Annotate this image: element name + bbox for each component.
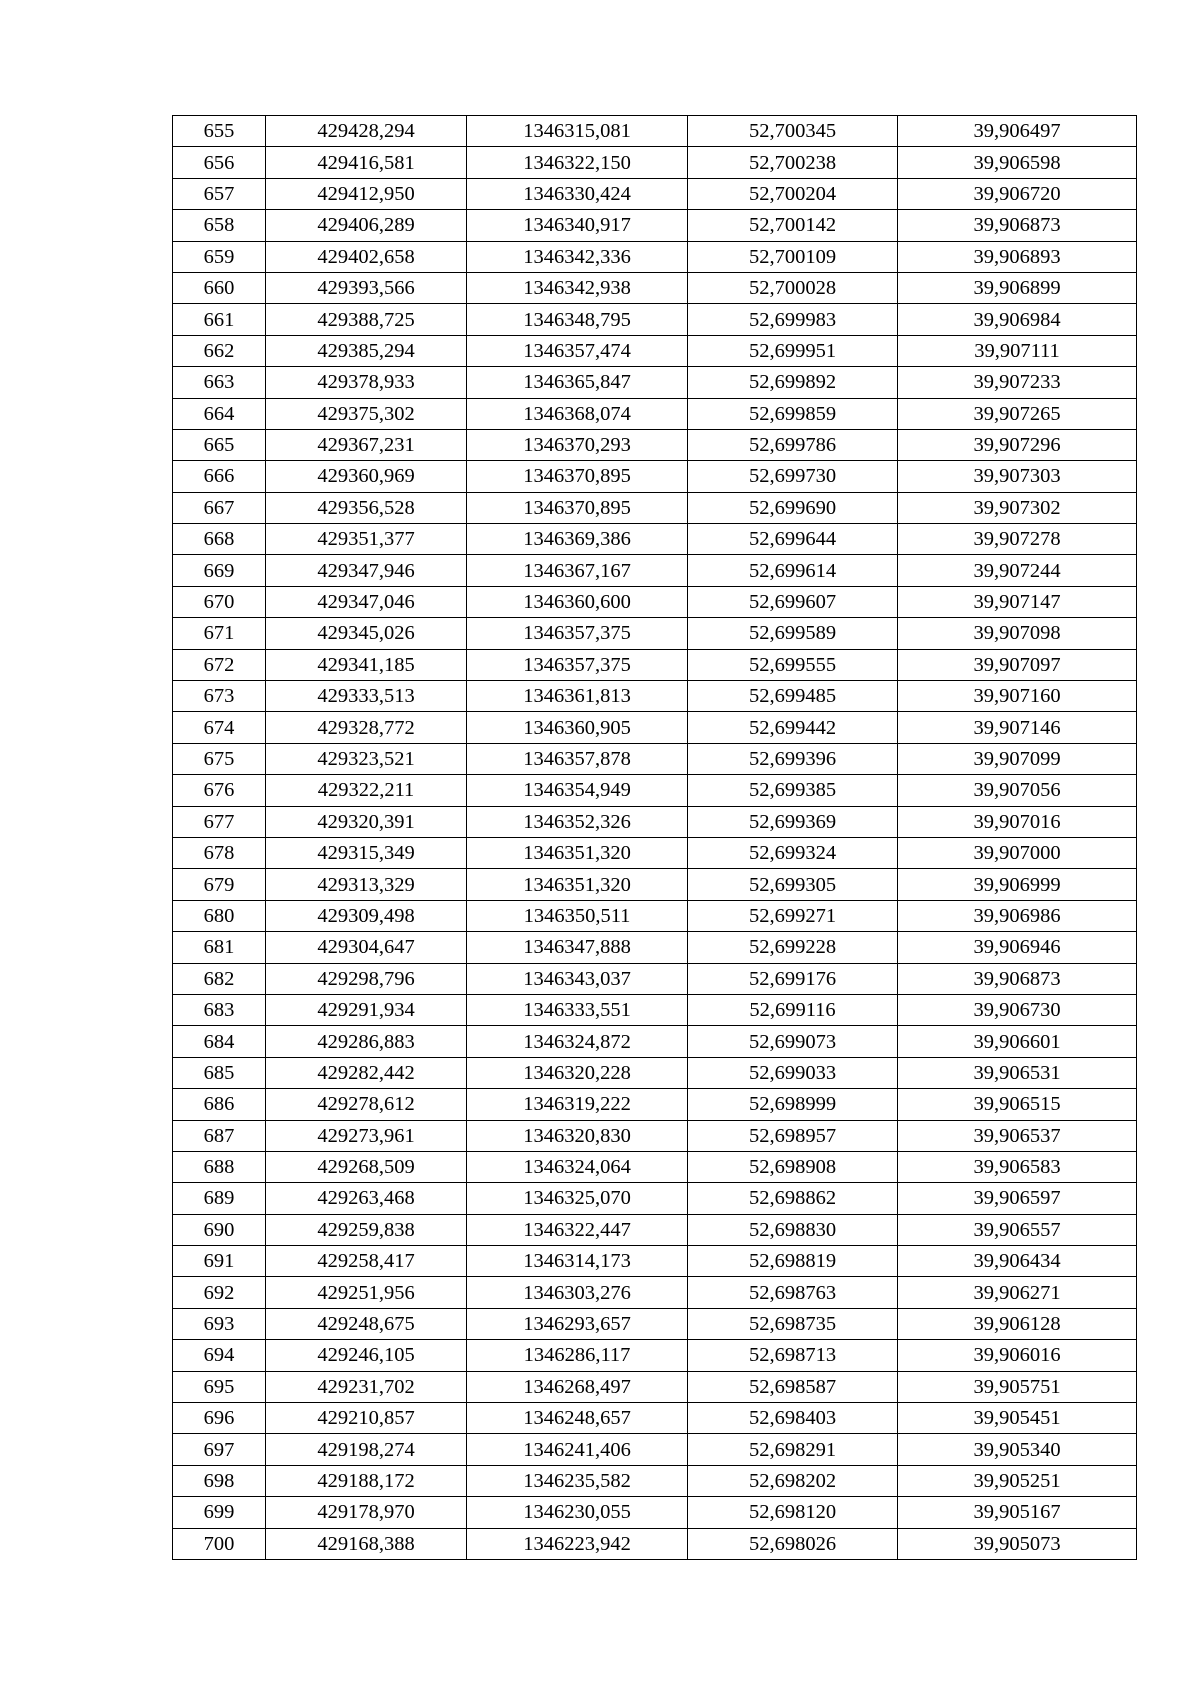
latitude-cell: 52,700142 xyxy=(688,210,898,241)
longitude-cell: 39,906999 xyxy=(898,869,1137,900)
latitude-cell: 52,698120 xyxy=(688,1497,898,1528)
table-row xyxy=(173,555,1137,586)
longitude-cell: 39,906899 xyxy=(898,272,1137,303)
table-row xyxy=(173,1183,1137,1214)
y-coordinate-cell: 1346357,878 xyxy=(467,743,688,774)
table-row xyxy=(173,1371,1137,1402)
point-number-cell: 691 xyxy=(173,1246,266,1277)
x-coordinate-cell: 429356,528 xyxy=(266,492,467,523)
point-number-cell: 689 xyxy=(173,1183,266,1214)
longitude-cell: 39,906531 xyxy=(898,1057,1137,1088)
x-coordinate-cell: 429328,772 xyxy=(266,712,467,743)
point-number-cell: 663 xyxy=(173,367,266,398)
table-row xyxy=(173,210,1137,241)
longitude-cell: 39,906515 xyxy=(898,1089,1137,1120)
y-coordinate-cell: 1346348,795 xyxy=(467,304,688,335)
point-number-cell: 675 xyxy=(173,743,266,774)
x-coordinate-cell: 429351,377 xyxy=(266,524,467,555)
point-number-cell: 672 xyxy=(173,649,266,680)
latitude-cell: 52,699859 xyxy=(688,398,898,429)
point-number-cell: 677 xyxy=(173,806,266,837)
point-number-cell: 670 xyxy=(173,586,266,617)
y-coordinate-cell: 1346315,081 xyxy=(467,116,688,147)
latitude-cell: 52,698026 xyxy=(688,1528,898,1559)
x-coordinate-cell: 429263,468 xyxy=(266,1183,467,1214)
x-coordinate-cell: 429333,513 xyxy=(266,681,467,712)
point-number-cell: 660 xyxy=(173,272,266,303)
longitude-cell: 39,907244 xyxy=(898,555,1137,586)
table-row xyxy=(173,116,1137,147)
x-coordinate-cell: 429360,969 xyxy=(266,461,467,492)
x-coordinate-cell: 429345,026 xyxy=(266,618,467,649)
latitude-cell: 52,700028 xyxy=(688,272,898,303)
point-number-cell: 694 xyxy=(173,1340,266,1371)
longitude-cell: 39,906597 xyxy=(898,1183,1137,1214)
longitude-cell: 39,905251 xyxy=(898,1465,1137,1496)
x-coordinate-cell: 429322,211 xyxy=(266,775,467,806)
y-coordinate-cell: 1346368,074 xyxy=(467,398,688,429)
point-number-cell: 667 xyxy=(173,492,266,523)
longitude-cell: 39,907111 xyxy=(898,335,1137,366)
y-coordinate-cell: 1346352,326 xyxy=(467,806,688,837)
latitude-cell: 52,699690 xyxy=(688,492,898,523)
y-coordinate-cell: 1346324,064 xyxy=(467,1151,688,1182)
longitude-cell: 39,906271 xyxy=(898,1277,1137,1308)
latitude-cell: 52,698999 xyxy=(688,1089,898,1120)
point-number-cell: 673 xyxy=(173,681,266,712)
y-coordinate-cell: 1346361,813 xyxy=(467,681,688,712)
x-coordinate-cell: 429291,934 xyxy=(266,994,467,1025)
point-number-cell: 698 xyxy=(173,1465,266,1496)
y-coordinate-cell: 1346350,511 xyxy=(467,900,688,931)
table-row xyxy=(173,241,1137,272)
y-coordinate-cell: 1346293,657 xyxy=(467,1308,688,1339)
latitude-cell: 52,698587 xyxy=(688,1371,898,1402)
table-row xyxy=(173,272,1137,303)
latitude-cell: 52,700204 xyxy=(688,178,898,209)
table-row xyxy=(173,869,1137,900)
latitude-cell: 52,699589 xyxy=(688,618,898,649)
point-number-cell: 679 xyxy=(173,869,266,900)
y-coordinate-cell: 1346324,872 xyxy=(467,1026,688,1057)
longitude-cell: 39,907233 xyxy=(898,367,1137,398)
y-coordinate-cell: 1346342,336 xyxy=(467,241,688,272)
longitude-cell: 39,906893 xyxy=(898,241,1137,272)
coordinates-table xyxy=(172,115,1137,1560)
x-coordinate-cell: 429428,294 xyxy=(266,116,467,147)
table-row xyxy=(173,429,1137,460)
latitude-cell: 52,699324 xyxy=(688,837,898,868)
longitude-cell: 39,907000 xyxy=(898,837,1137,868)
x-coordinate-cell: 429402,658 xyxy=(266,241,467,272)
latitude-cell: 52,699892 xyxy=(688,367,898,398)
longitude-cell: 39,905340 xyxy=(898,1434,1137,1465)
longitude-cell: 39,907160 xyxy=(898,681,1137,712)
longitude-cell: 39,905073 xyxy=(898,1528,1137,1559)
x-coordinate-cell: 429258,417 xyxy=(266,1246,467,1277)
point-number-cell: 658 xyxy=(173,210,266,241)
latitude-cell: 52,699730 xyxy=(688,461,898,492)
x-coordinate-cell: 429282,442 xyxy=(266,1057,467,1088)
table-row xyxy=(173,994,1137,1025)
point-number-cell: 700 xyxy=(173,1528,266,1559)
y-coordinate-cell: 1346314,173 xyxy=(467,1246,688,1277)
y-coordinate-cell: 1346351,320 xyxy=(467,837,688,868)
table-row xyxy=(173,900,1137,931)
longitude-cell: 39,906497 xyxy=(898,116,1137,147)
point-number-cell: 662 xyxy=(173,335,266,366)
point-number-cell: 681 xyxy=(173,932,266,963)
longitude-cell: 39,907097 xyxy=(898,649,1137,680)
x-coordinate-cell: 429309,498 xyxy=(266,900,467,931)
x-coordinate-cell: 429375,302 xyxy=(266,398,467,429)
latitude-cell: 52,699607 xyxy=(688,586,898,617)
latitude-cell: 52,699555 xyxy=(688,649,898,680)
point-number-cell: 669 xyxy=(173,555,266,586)
point-number-cell: 659 xyxy=(173,241,266,272)
y-coordinate-cell: 1346268,497 xyxy=(467,1371,688,1402)
table-row xyxy=(173,618,1137,649)
table-row xyxy=(173,1214,1137,1245)
point-number-cell: 682 xyxy=(173,963,266,994)
y-coordinate-cell: 1346340,917 xyxy=(467,210,688,241)
x-coordinate-cell: 429251,956 xyxy=(266,1277,467,1308)
table-row xyxy=(173,524,1137,555)
latitude-cell: 52,698957 xyxy=(688,1120,898,1151)
point-number-cell: 657 xyxy=(173,178,266,209)
x-coordinate-cell: 429341,185 xyxy=(266,649,467,680)
longitude-cell: 39,906537 xyxy=(898,1120,1137,1151)
latitude-cell: 52,700345 xyxy=(688,116,898,147)
point-number-cell: 695 xyxy=(173,1371,266,1402)
table-row xyxy=(173,1057,1137,1088)
x-coordinate-cell: 429412,950 xyxy=(266,178,467,209)
table-row xyxy=(173,178,1137,209)
table-row xyxy=(173,1120,1137,1151)
x-coordinate-cell: 429298,796 xyxy=(266,963,467,994)
table-row xyxy=(173,837,1137,868)
point-number-cell: 661 xyxy=(173,304,266,335)
longitude-cell: 39,906730 xyxy=(898,994,1137,1025)
x-coordinate-cell: 429388,725 xyxy=(266,304,467,335)
latitude-cell: 52,700109 xyxy=(688,241,898,272)
y-coordinate-cell: 1346357,375 xyxy=(467,649,688,680)
y-coordinate-cell: 1346241,406 xyxy=(467,1434,688,1465)
x-coordinate-cell: 429313,329 xyxy=(266,869,467,900)
y-coordinate-cell: 1346354,949 xyxy=(467,775,688,806)
x-coordinate-cell: 429286,883 xyxy=(266,1026,467,1057)
x-coordinate-cell: 429347,946 xyxy=(266,555,467,586)
longitude-cell: 39,906598 xyxy=(898,147,1137,178)
latitude-cell: 52,698713 xyxy=(688,1340,898,1371)
longitude-cell: 39,906986 xyxy=(898,900,1137,931)
latitude-cell: 52,698819 xyxy=(688,1246,898,1277)
point-number-cell: 666 xyxy=(173,461,266,492)
longitude-cell: 39,906583 xyxy=(898,1151,1137,1182)
table-row xyxy=(173,398,1137,429)
y-coordinate-cell: 1346347,888 xyxy=(467,932,688,963)
point-number-cell: 692 xyxy=(173,1277,266,1308)
x-coordinate-cell: 429248,675 xyxy=(266,1308,467,1339)
latitude-cell: 52,699385 xyxy=(688,775,898,806)
y-coordinate-cell: 1346370,895 xyxy=(467,492,688,523)
point-number-cell: 696 xyxy=(173,1403,266,1434)
x-coordinate-cell: 429406,289 xyxy=(266,210,467,241)
table-row xyxy=(173,492,1137,523)
latitude-cell: 52,698763 xyxy=(688,1277,898,1308)
table-row xyxy=(173,461,1137,492)
longitude-cell: 39,906720 xyxy=(898,178,1137,209)
y-coordinate-cell: 1346325,070 xyxy=(467,1183,688,1214)
y-coordinate-cell: 1346333,551 xyxy=(467,994,688,1025)
x-coordinate-cell: 429393,566 xyxy=(266,272,467,303)
longitude-cell: 39,906946 xyxy=(898,932,1137,963)
table-row xyxy=(173,1026,1137,1057)
x-coordinate-cell: 429320,391 xyxy=(266,806,467,837)
latitude-cell: 52,699442 xyxy=(688,712,898,743)
latitude-cell: 52,699228 xyxy=(688,932,898,963)
x-coordinate-cell: 429246,105 xyxy=(266,1340,467,1371)
longitude-cell: 39,906873 xyxy=(898,963,1137,994)
x-coordinate-cell: 429347,046 xyxy=(266,586,467,617)
latitude-cell: 52,698291 xyxy=(688,1434,898,1465)
point-number-cell: 693 xyxy=(173,1308,266,1339)
y-coordinate-cell: 1346370,895 xyxy=(467,461,688,492)
table-row xyxy=(173,1246,1137,1277)
coordinates-table-body xyxy=(173,116,1137,1560)
y-coordinate-cell: 1346303,276 xyxy=(467,1277,688,1308)
point-number-cell: 674 xyxy=(173,712,266,743)
latitude-cell: 52,699176 xyxy=(688,963,898,994)
x-coordinate-cell: 429323,521 xyxy=(266,743,467,774)
y-coordinate-cell: 1346357,375 xyxy=(467,618,688,649)
x-coordinate-cell: 429178,970 xyxy=(266,1497,467,1528)
latitude-cell: 52,699271 xyxy=(688,900,898,931)
longitude-cell: 39,907265 xyxy=(898,398,1137,429)
table-row xyxy=(173,1089,1137,1120)
y-coordinate-cell: 1346367,167 xyxy=(467,555,688,586)
longitude-cell: 39,907016 xyxy=(898,806,1137,837)
point-number-cell: 671 xyxy=(173,618,266,649)
y-coordinate-cell: 1346369,386 xyxy=(467,524,688,555)
longitude-cell: 39,905451 xyxy=(898,1403,1137,1434)
table-row xyxy=(173,1277,1137,1308)
point-number-cell: 699 xyxy=(173,1497,266,1528)
x-coordinate-cell: 429268,509 xyxy=(266,1151,467,1182)
point-number-cell: 664 xyxy=(173,398,266,429)
y-coordinate-cell: 1346286,117 xyxy=(467,1340,688,1371)
x-coordinate-cell: 429378,933 xyxy=(266,367,467,398)
point-number-cell: 697 xyxy=(173,1434,266,1465)
x-coordinate-cell: 429273,961 xyxy=(266,1120,467,1151)
latitude-cell: 52,698862 xyxy=(688,1183,898,1214)
latitude-cell: 52,699305 xyxy=(688,869,898,900)
x-coordinate-cell: 429416,581 xyxy=(266,147,467,178)
longitude-cell: 39,907278 xyxy=(898,524,1137,555)
y-coordinate-cell: 1346248,657 xyxy=(467,1403,688,1434)
y-coordinate-cell: 1346320,830 xyxy=(467,1120,688,1151)
table-row xyxy=(173,1403,1137,1434)
longitude-cell: 39,906601 xyxy=(898,1026,1137,1057)
table-row xyxy=(173,649,1137,680)
x-coordinate-cell: 429385,294 xyxy=(266,335,467,366)
point-number-cell: 685 xyxy=(173,1057,266,1088)
longitude-cell: 39,906016 xyxy=(898,1340,1137,1371)
point-number-cell: 686 xyxy=(173,1089,266,1120)
latitude-cell: 52,698202 xyxy=(688,1465,898,1496)
table-row xyxy=(173,806,1137,837)
point-number-cell: 687 xyxy=(173,1120,266,1151)
longitude-cell: 39,907302 xyxy=(898,492,1137,523)
y-coordinate-cell: 1346360,905 xyxy=(467,712,688,743)
point-number-cell: 690 xyxy=(173,1214,266,1245)
latitude-cell: 52,699073 xyxy=(688,1026,898,1057)
x-coordinate-cell: 429188,172 xyxy=(266,1465,467,1496)
y-coordinate-cell: 1346365,847 xyxy=(467,367,688,398)
point-number-cell: 680 xyxy=(173,900,266,931)
latitude-cell: 52,698403 xyxy=(688,1403,898,1434)
longitude-cell: 39,906434 xyxy=(898,1246,1137,1277)
longitude-cell: 39,907056 xyxy=(898,775,1137,806)
x-coordinate-cell: 429367,231 xyxy=(266,429,467,460)
latitude-cell: 52,699485 xyxy=(688,681,898,712)
x-coordinate-cell: 429259,838 xyxy=(266,1214,467,1245)
latitude-cell: 52,699614 xyxy=(688,555,898,586)
table-row xyxy=(173,1465,1137,1496)
longitude-cell: 39,907296 xyxy=(898,429,1137,460)
y-coordinate-cell: 1346235,582 xyxy=(467,1465,688,1496)
y-coordinate-cell: 1346330,424 xyxy=(467,178,688,209)
point-number-cell: 665 xyxy=(173,429,266,460)
table-row xyxy=(173,932,1137,963)
table-row xyxy=(173,1528,1137,1559)
table-row xyxy=(173,712,1137,743)
latitude-cell: 52,699951 xyxy=(688,335,898,366)
table-row xyxy=(173,1340,1137,1371)
y-coordinate-cell: 1346357,474 xyxy=(467,335,688,366)
table-row xyxy=(173,1151,1137,1182)
table-row xyxy=(173,147,1137,178)
point-number-cell: 678 xyxy=(173,837,266,868)
table-row xyxy=(173,367,1137,398)
longitude-cell: 39,905751 xyxy=(898,1371,1137,1402)
latitude-cell: 52,699033 xyxy=(688,1057,898,1088)
point-number-cell: 684 xyxy=(173,1026,266,1057)
y-coordinate-cell: 1346322,447 xyxy=(467,1214,688,1245)
latitude-cell: 52,698830 xyxy=(688,1214,898,1245)
longitude-cell: 39,907303 xyxy=(898,461,1137,492)
table-row xyxy=(173,304,1137,335)
longitude-cell: 39,906984 xyxy=(898,304,1137,335)
y-coordinate-cell: 1346319,222 xyxy=(467,1089,688,1120)
latitude-cell: 52,699396 xyxy=(688,743,898,774)
y-coordinate-cell: 1346343,037 xyxy=(467,963,688,994)
latitude-cell: 52,699786 xyxy=(688,429,898,460)
y-coordinate-cell: 1346320,228 xyxy=(467,1057,688,1088)
x-coordinate-cell: 429168,388 xyxy=(266,1528,467,1559)
point-number-cell: 656 xyxy=(173,147,266,178)
y-coordinate-cell: 1346351,320 xyxy=(467,869,688,900)
table-row xyxy=(173,963,1137,994)
x-coordinate-cell: 429210,857 xyxy=(266,1403,467,1434)
table-row xyxy=(173,1434,1137,1465)
point-number-cell: 683 xyxy=(173,994,266,1025)
longitude-cell: 39,907099 xyxy=(898,743,1137,774)
point-number-cell: 676 xyxy=(173,775,266,806)
longitude-cell: 39,907146 xyxy=(898,712,1137,743)
table-row xyxy=(173,1497,1137,1528)
y-coordinate-cell: 1346230,055 xyxy=(467,1497,688,1528)
latitude-cell: 52,699116 xyxy=(688,994,898,1025)
table-row xyxy=(173,335,1137,366)
x-coordinate-cell: 429304,647 xyxy=(266,932,467,963)
longitude-cell: 39,905167 xyxy=(898,1497,1137,1528)
latitude-cell: 52,699644 xyxy=(688,524,898,555)
x-coordinate-cell: 429198,274 xyxy=(266,1434,467,1465)
table-row xyxy=(173,586,1137,617)
latitude-cell: 52,700238 xyxy=(688,147,898,178)
y-coordinate-cell: 1346223,942 xyxy=(467,1528,688,1559)
latitude-cell: 52,698908 xyxy=(688,1151,898,1182)
longitude-cell: 39,907147 xyxy=(898,586,1137,617)
longitude-cell: 39,906128 xyxy=(898,1308,1137,1339)
latitude-cell: 52,699983 xyxy=(688,304,898,335)
longitude-cell: 39,906557 xyxy=(898,1214,1137,1245)
point-number-cell: 655 xyxy=(173,116,266,147)
point-number-cell: 668 xyxy=(173,524,266,555)
point-number-cell: 688 xyxy=(173,1151,266,1182)
x-coordinate-cell: 429278,612 xyxy=(266,1089,467,1120)
x-coordinate-cell: 429315,349 xyxy=(266,837,467,868)
y-coordinate-cell: 1346342,938 xyxy=(467,272,688,303)
table-row xyxy=(173,1308,1137,1339)
x-coordinate-cell: 429231,702 xyxy=(266,1371,467,1402)
table-row xyxy=(173,775,1137,806)
longitude-cell: 39,906873 xyxy=(898,210,1137,241)
table-row xyxy=(173,743,1137,774)
y-coordinate-cell: 1346322,150 xyxy=(467,147,688,178)
latitude-cell: 52,698735 xyxy=(688,1308,898,1339)
y-coordinate-cell: 1346370,293 xyxy=(467,429,688,460)
y-coordinate-cell: 1346360,600 xyxy=(467,586,688,617)
latitude-cell: 52,699369 xyxy=(688,806,898,837)
longitude-cell: 39,907098 xyxy=(898,618,1137,649)
table-row xyxy=(173,681,1137,712)
